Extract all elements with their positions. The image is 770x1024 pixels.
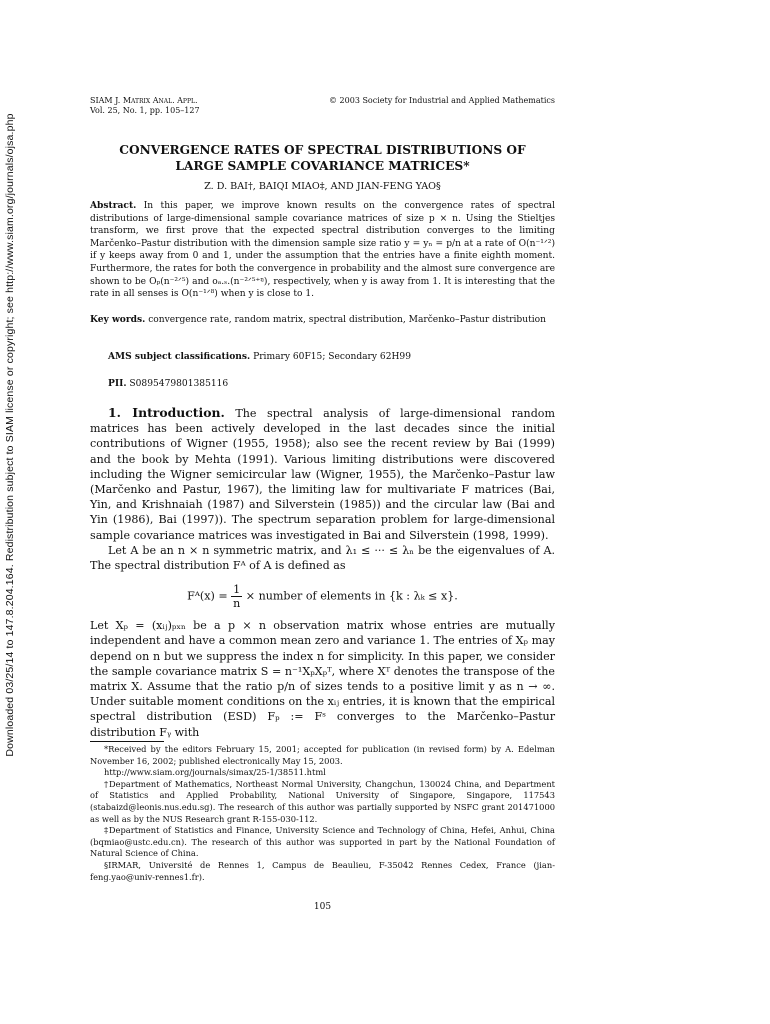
pii-text: S0895479801385116	[129, 379, 229, 389]
abstract	[90, 200, 555, 301]
keywords-text: convergence rate, random matrix, spectral distribution, Marčenko–Pastur distribution	[148, 315, 547, 325]
section-heading: 1. Introduction.	[108, 405, 225, 420]
paper-title-line-1: CONVERGENCE RATES OF SPECTRAL DISTRIBUTIONS OF	[119, 143, 526, 157]
footnote-bai: †Department of Mathematics, Northeast Normal University, Changchun, 130024 China, and Department of Statistics and Applied Probability, National University of Singapore, Singapore, 117543 (stabaizd@leonis.nus.edu.sg). The research of this author was partially supported by NSFC grant 201471000 as well as by the NUS Research grant R-155-030-112.	[90, 778, 555, 824]
formula-rhs: × number of elements in {k : λₖ ≤ x}.	[245, 589, 458, 603]
ams-label: AMS subject classifications.	[108, 351, 251, 362]
journal-header	[90, 96, 200, 116]
intro-paragraph-2: Let A be an n × n symmetric matrix, and λ₁ ≤ ··· ≤ λₙ be the eigenvalues of A. The spectral distribution Fᴬ of A is defined as	[90, 543, 555, 573]
footnote-received: *Received by the editors February 15, 2001; accepted for publication (in revised form) by A. Edelman November 16, 2002; published electronically May 15, 2003.	[90, 744, 555, 766]
ams-classification	[108, 351, 411, 362]
formula-lhs: Fᴬ(x) =	[187, 589, 228, 603]
download-notice-text: Downloaded 03/25/14 to 147.8.204.164. Redistribution subject to SIAM license or copyright; see http://www.siam.org/journals/ojsa.php	[4, 113, 16, 757]
formula-fraction	[231, 583, 242, 610]
footnote-url: http://www.siam.org/journals/simax/25-1/38511.html	[104, 767, 326, 778]
journal-name: SIAM J. Matrix Anal. Appl.	[90, 96, 198, 105]
keywords-label: Key words.	[90, 314, 146, 325]
pii	[108, 378, 228, 389]
spectral-distribution-formula	[90, 583, 555, 610]
intro-paragraph-3: Let Xₚ = (xᵢⱼ)ₚₓₙ be a p × n observation matrix whose entries are mutually independent and have a common mean zero and variance 1. The entries of Xₚ may depend on n but we suppress the index n for simplicity. In this paper, we consider the sample covariance matrix S = n⁻¹XₚXₚᵀ, where Xᵀ denotes the transpose of the matrix X. Assume that the ratio p/n of sizes tends to a positive limit y as n → ∞. Under suitable moment conditions on the xᵢⱼ entries, it is known that the empirical spectral distribution (ESD) Fₚ := Fˢ converges to the Marčenko–Pastur distribution Fᵧ with	[90, 619, 555, 739]
footnote-rule	[90, 741, 164, 742]
abstract-label: Abstract.	[90, 200, 137, 211]
formula-numerator: 1	[233, 583, 241, 597]
page-number: 105	[313, 902, 332, 912]
journal-volume: Vol. 25, No. 1, pp. 105–127	[90, 106, 200, 115]
ams-text: Primary 60F15; Secondary 62H99	[253, 352, 412, 362]
keywords	[90, 314, 555, 327]
copyright-notice: © 2003 Society for Industrial and Applied Mathematics	[329, 96, 555, 105]
intro-paragraph-1	[90, 405, 555, 543]
footnotes	[90, 744, 555, 883]
paper-title	[90, 142, 555, 174]
abstract-text: In this paper, we improve known results on the convergence rates of spectral distributions of large-dimensional sample covariance matrices of size p × n. Using the Stieltjes transform, we first prove that the expected spectral distribution converges to the limiting Marčenko–Pastur distribution with the dimension sample size ratio y = yₙ = p/n at a rate of O(n⁻¹ᐟ²) if y keeps away from 0 and 1, under the assumption that the entries have a finite eighth moment. Furthermore, the rates for both the convergence in probability and the almost sure convergence are shown to be Oₚ(n⁻²ᐟ⁵) and oₐ.ₛ.(n⁻²ᐟ⁵⁺ᵑ), respectively, when y is away from 1. It is interesting that the rate in all senses is O(n⁻¹ᐟ⁸) when y is close to 1.	[90, 201, 555, 300]
pii-label: PII.	[108, 378, 127, 389]
footnote-miao: ‡Department of Statistics and Finance, University Science and Technology of China, Hefei, Anhui, China (bqmiao@ustc.edu.cn). The research of this author was supported in part by the National Foundation of Natural Science of China.	[90, 825, 555, 859]
introduction-section	[90, 405, 555, 740]
footnote-yao: §IRMAR, Université de Rennes 1, Campus de Beaulieu, F-35042 Rennes Cedex, France (jian-feng.yao@univ-rennes1.fr).	[90, 859, 555, 882]
paper-title-line-2: LARGE SAMPLE COVARIANCE MATRICES*	[175, 159, 470, 173]
authors: Z. D. BAI†, BAIQI MIAO‡, AND JIAN-FENG YAO§	[204, 181, 441, 192]
intro-paragraph-1-text: The spectral analysis of large-dimensional random matrices has been actively developed in the last decades since the initial contributions of Wigner (1955, 1958); also see the recent review by Bai (1999) and the book by Mehta (1991). Various limiting distributions were discovered including the Wigner semicircular law (Wigner, 1955), the Marčenko–Pastur law (Marčenko and Pastur, 1967), the limiting law for multivariate F matrices (Bai, Yin, and Krishnaiah (1987) and Silverstein (1985)) and the circular law (Bai and Yin (1986), Bai (1997)). The spectrum separation problem for large-dimensional sample covariance matrices was investigated in Bai and Silverstein (1998, 1999).	[90, 407, 555, 542]
download-notice	[0, 0, 20, 870]
formula-denominator: n	[233, 597, 241, 611]
